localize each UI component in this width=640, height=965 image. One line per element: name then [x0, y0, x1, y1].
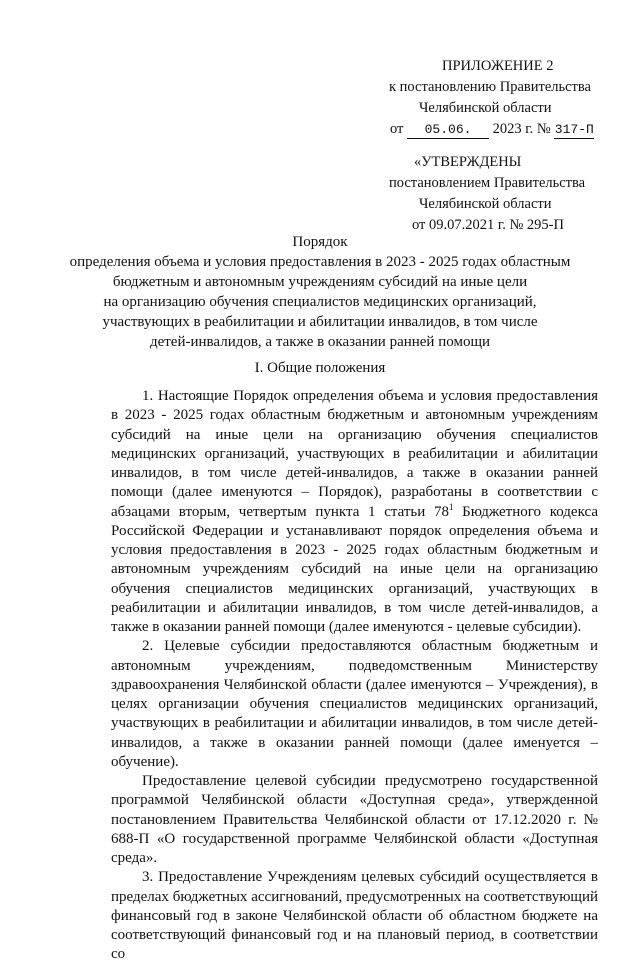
article-superscript: 1	[448, 501, 454, 512]
paragraph-3: Предоставление целевой субсидии предусмотрено государственной программой Челябинской области «Доступная среда», утвержденной постановлением Правительства Челябинской области от 17.12.2020 г. № 688-П «О государственной программе Челябинской области «Доступная среда».	[111, 773, 598, 866]
paragraph-4: 3. Предоставление Учреждениям целевых субсидий осуществляется в пределах бюджетных ассигнований, предусмотренных на соответствующий финансовый год в законе Челябинской области об областном бюджете на соответствующий финансовый год и на плановый период, в соответствии со	[111, 869, 598, 963]
year-number-label: 2023 г. №	[492, 121, 551, 137]
appendix-resolution-line: к постановлению Правительства	[389, 79, 591, 95]
title-line-1: определения объема и условия предоставления в 2023 - 2025 годах областным	[69, 254, 571, 270]
paragraph-1	[111, 387, 598, 637]
appendix-region-line: Челябинской области	[419, 100, 552, 116]
approved-title: «УТВЕРЖДЕНЫ	[414, 154, 522, 170]
title-line-5: детей-инвалидов, а также в оказании ранней помощи	[149, 334, 491, 350]
body-text	[111, 387, 598, 965]
appendix-date-line	[390, 119, 594, 140]
title-line-2: бюджетным и автономным учреждениям субсидий на иные цели	[112, 274, 528, 290]
document-heading: Порядок	[292, 234, 348, 250]
approved-resolution-line: постановлением Правительства	[389, 175, 586, 191]
title-line-3: на организацию обучения специалистов медицинских организаций,	[103, 294, 537, 310]
number-field: 317-П	[554, 122, 594, 137]
date-prefix: от	[390, 121, 404, 137]
approved-date-line: от 09.07.2021 г. № 295-П	[412, 217, 564, 233]
title-line-4: участвующих в реабилитации и абилитации инвалидов, в том числе	[102, 314, 538, 330]
paragraph-2: 2. Целевые субсидии предоставляются областным бюджетным и автономным учреждениям, подведомственным Министерству здравоохранения Челябинской области (далее именуются – Учреждения), в целях организации обучения специалистов медицинских организаций, участвующих в реабилитации и абилитации инвалидов, в том числе детей-инвалидов, а также в оказании ранней помощи (далее именуется – обучение).	[111, 638, 598, 770]
date-field: 05.06.	[407, 122, 489, 139]
paragraph-1-part-a: 1. Настоящие Порядок определения объема и условия предоставления в 2023 - 2025 годах областным бюджетным и автономным учреждениям субсидий на иные цели на организацию обучения специалистов медицинских организаций, участвующих в реабилитации и абилитации инвалидов, в том числе детей-инвалидов, а также в оказании ранней помощи (далее именуются – Порядок), разработаны в соответствии с абзацами вторым, четвертым пункта 1 статьи 78	[111, 388, 598, 520]
section-heading: I. Общие положения	[254, 360, 386, 376]
approved-region-line: Челябинской области	[419, 196, 552, 212]
paragraph-1-part-b: Бюджетного кодекса Российской Федерации и устанавливают порядок определения объема и условия предоставления в 2023 - 2025 годах областным бюджетным и автономным учреждениям субсидий на иные цели на организацию обучения специалистов медицинских организаций, участвующих в реабилитации и абилитации инвалидов, в том числе детей-инвалидов, а также в оказании ранней помощи (далее именуются - целевые субсидии).	[111, 503, 599, 635]
appendix-title: ПРИЛОЖЕНИЕ 2	[442, 58, 554, 74]
